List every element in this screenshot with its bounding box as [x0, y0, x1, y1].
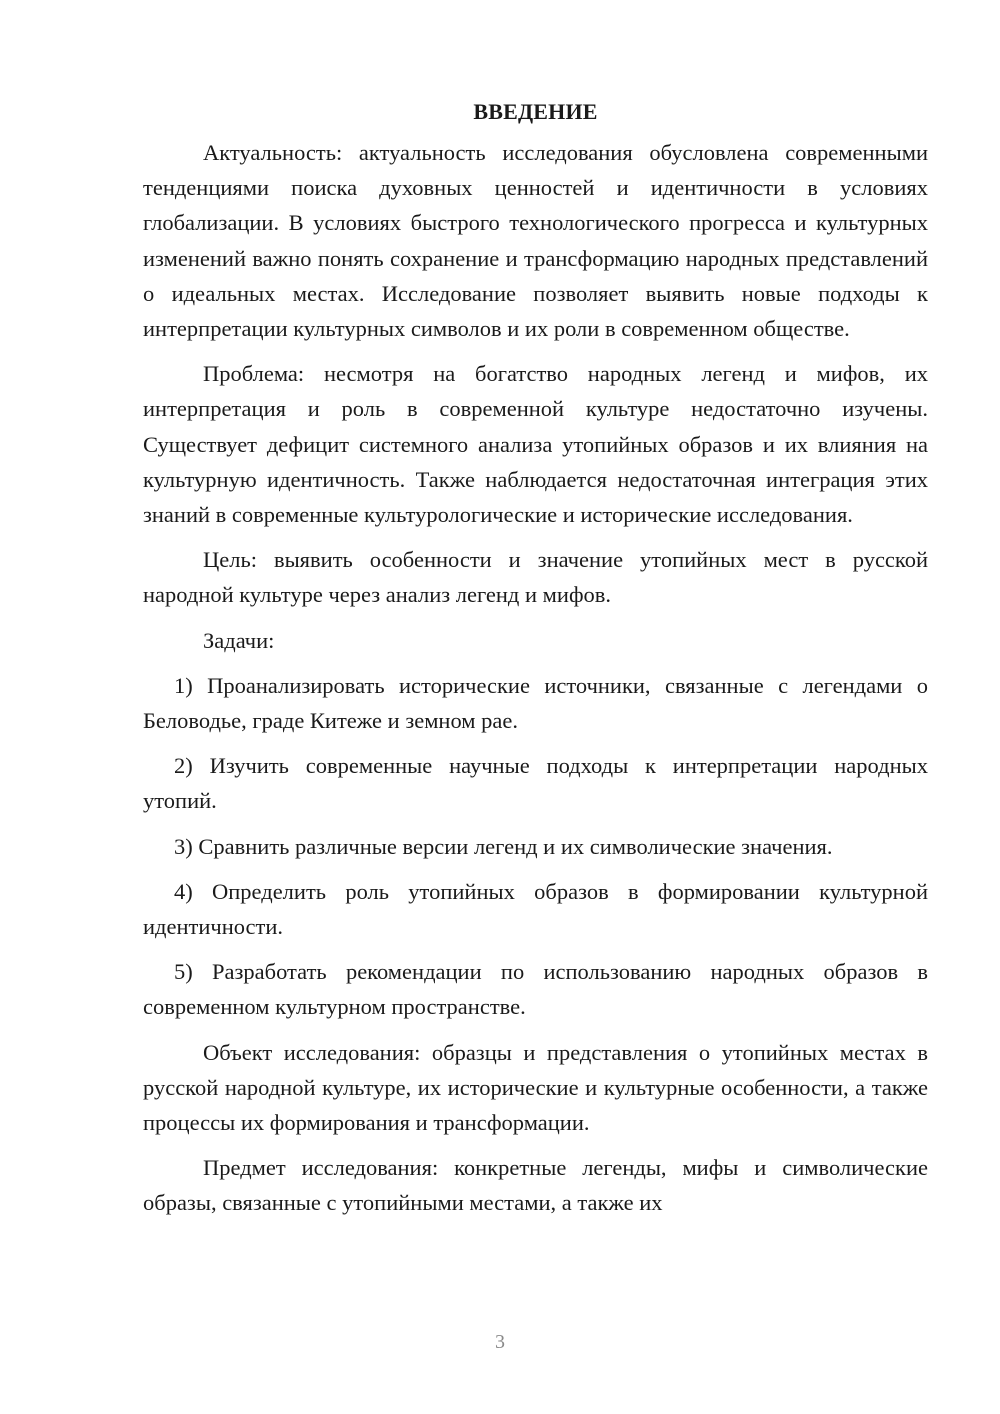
task-item-4: 4) Определить роль утопийных образов в формировании культурной идентичности.	[143, 878, 928, 940]
task-item-5: 5) Разработать рекомендации по использованию народных образов в современном культурном пространстве.	[143, 959, 928, 1020]
section-title: ВВЕДЕНИЕ	[473, 99, 598, 124]
goal-paragraph: Цель: выявить особенности и значение утопийных мест в русской народной культуре через анализ легенд и мифов.	[143, 547, 928, 608]
relevance-paragraph: Актуальность: актуальность исследования обусловлена современными тенденциями поиска духовных ценностей и идентичности в условиях глобализации. В условиях быстрого технологического прогресса и культурных изменений важно понять сохранение и трансформацию народных представлений о идеальных местах. Исследование позволяет выявить новые подходы к интерпретации культурных символов и их роли в современном обществе.	[143, 140, 928, 342]
problem-paragraph: Проблема: несмотря на богатство народных легенд и мифов, их интерпретация и роль в современной культуре недостаточно изучены. Существует дефицит системного анализа утопийных образов и их влияния на культурную идентичность. Также наблюдается недостаточная интеграция этих знаний в современные культурологические и исторические исследования.	[143, 361, 928, 528]
object-paragraph: Объект исследования: образцы и представления о утопийных местах в русской народной культуре, их исторические и культурные особенности, а также процессы их формирования и трансформации.	[143, 1039, 928, 1136]
page-number: 3	[495, 1331, 505, 1353]
document-page	[143, 94, 928, 1231]
task-item-2: 2) Изучить современные научные подходы к интерпретации народных утопий.	[143, 753, 928, 814]
task-item-3: 3) Сравнить различные версии легенд и их символические значения.	[174, 833, 833, 859]
tasks-heading: Задачи:	[203, 627, 275, 653]
subject-paragraph: Предмет исследования: конкретные легенды, мифы и символические образы, связанные с утопийными местами, а также их	[143, 1155, 928, 1216]
task-item-1: 1) Проанализировать исторические источники, связанные с легендами о Беловодье, граде Китеже и земном рае.	[143, 672, 928, 734]
